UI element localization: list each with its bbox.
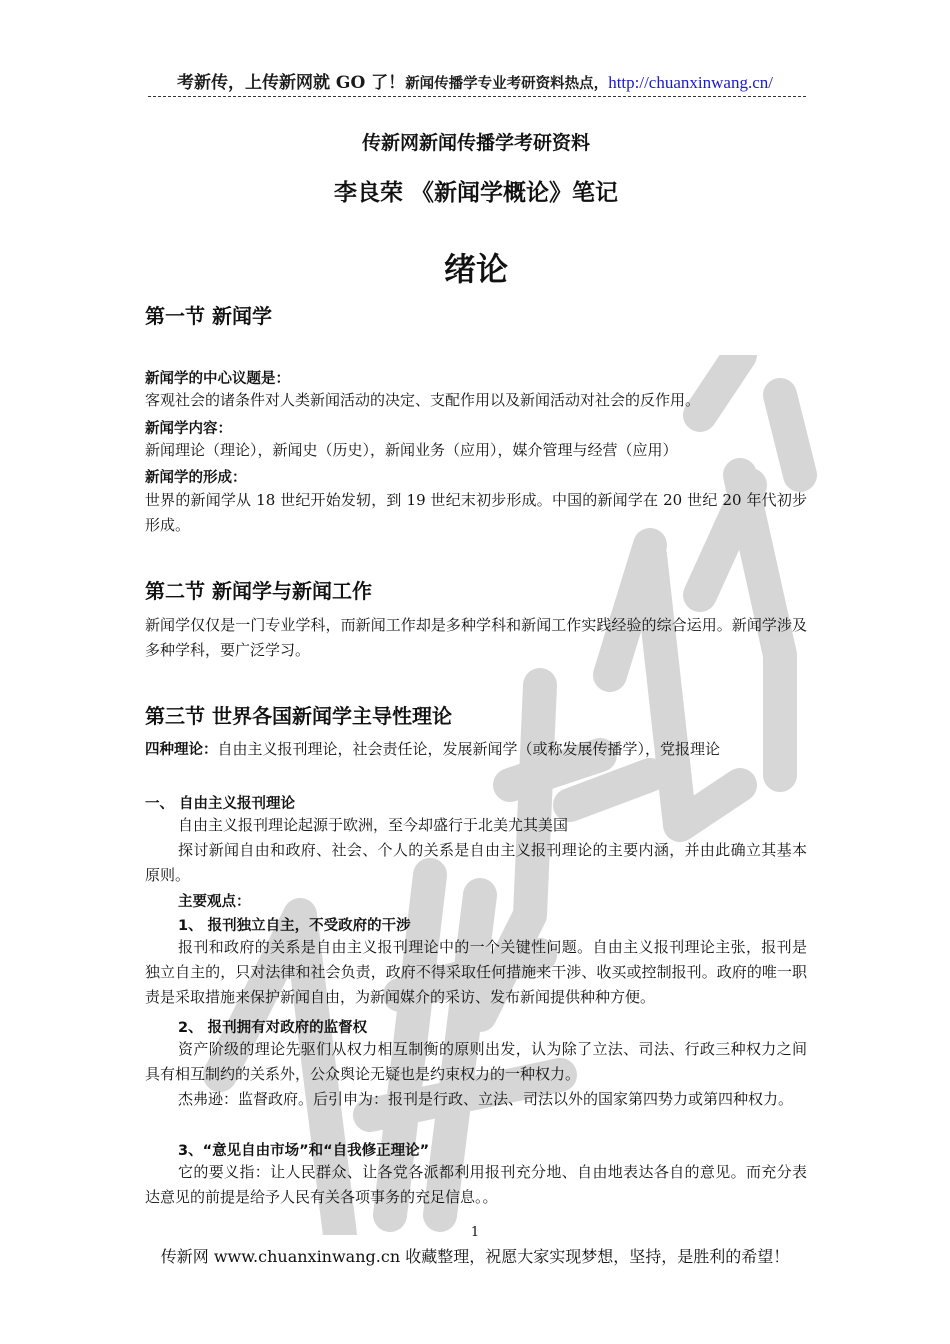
header-divider (148, 96, 806, 97)
section-1-label-3: 新闻学的形成： (145, 470, 247, 486)
section-1-text-1: 客观社会的诸条件对人类新闻活动的决定、支配作用以及新闻活动对社会的反作用。 (145, 391, 701, 409)
page-header (0, 68, 950, 93)
main-points-label: 主要观点： (178, 894, 251, 910)
section-1-text-2: 新闻理论（理论），新闻史（历史），新闻业务（应用），媒介管理与经营（应用） (145, 441, 678, 459)
header-middle-text: 新闻传播学专业考研资料热点， (405, 75, 609, 92)
doc-subtitle: 传新网新闻传播学考研资料 (361, 132, 590, 154)
point-2-heading: 2、 报刊拥有对政府的监督权 (178, 1020, 368, 1036)
point-2-text: 资产阶级的理论先驱们从权力相互制衡的原则出发，认为除了立法、司法、行政三种权力之间具有相互制约的关系外，公众舆论无疑也是约束权力的一种权力。 (145, 1040, 807, 1083)
four-theories-text: 自由主义报刊理论，社会责任论，发展新闻学（或称发展传播学），党报理论 (217, 740, 721, 758)
subsection-1-paragraph-2: 探讨新闻自由和政府、社会、个人的关系是自由主义报刊理论的主要内涵，并由此确立其基本原则。 (145, 841, 807, 884)
page-footer: 传新网 www.chuanxinwang.cn 收藏整理，祝愿大家实现梦想，坚持，是胜利的希望！ (160, 1247, 790, 1266)
section-2-text: 新闻学仅仅是一门专业学科，而新闻工作却是多种学科和新闻工作实践经验的综合运用。新闻学涉及多种学科，要广泛学习。 (145, 616, 807, 659)
subsection-1-heading: 一、 自由主义报刊理论 (145, 796, 296, 812)
section-3-heading: 第三节 世界各国新闻学主导性理论 (145, 704, 452, 728)
point-1-heading: 1、 报刊独立自主，不受政府的干涉 (178, 918, 411, 934)
header-url-link[interactable]: http://chuanxinwang.cn/ (608, 73, 773, 92)
section-1-heading: 第一节 新闻学 (145, 304, 272, 328)
four-theories-label: 四种理论： (145, 742, 218, 758)
point-3-text: 它的要义指：让人民群众、让各党各派都利用报刊充分地、自由地表达各自的意见。而充分表达意见的前提是给予人民有关各项事务的充足信息。。 (145, 1163, 807, 1206)
section-3-four-theories (145, 737, 807, 763)
chapter-title: 绪论 (443, 250, 508, 288)
subsection-1-paragraph-1: 自由主义报刊理论起源于欧洲，至今却盛行于北美尤其美国 (178, 816, 569, 834)
section-1-label-2: 新闻学内容： (145, 421, 232, 437)
section-1-text-3: 世界的新闻学从 18 世纪开始发轫，到 19 世纪末初步形成。中国的新闻学在 20 世纪 20 年代初步形成。 (145, 491, 807, 534)
point-3-heading: 3、“意见自由市场”和“自我修正理论” (178, 1143, 430, 1159)
section-1-label-1: 新闻学的中心议题是： (145, 371, 290, 387)
header-slogan: 考新传，上传新网就 GO 了！ (177, 73, 406, 93)
section-2-heading: 第二节 新闻学与新闻工作 (145, 579, 372, 603)
doc-title: 李良荣 《新闻学概论》笔记 (333, 180, 618, 206)
point-2-text-2: 杰弗逊：监督政府。后引申为：报刊是行政、立法、司法以外的国家第四势力或第四种权力。 (178, 1090, 794, 1108)
page-number: 1 (470, 1225, 480, 1240)
point-1-text: 报刊和政府的关系是自由主义报刊理论中的一个关键性问题。自由主义报刊理论主张，报刊是独立自主的，只对法律和社会负责，政府不得采取任何措施来干涉、收买或控制报刊。政府的唯一职责是采取措施来保护新闻自由，为新闻媒介的采访、发布新闻提供种种方便。 (145, 938, 807, 1006)
